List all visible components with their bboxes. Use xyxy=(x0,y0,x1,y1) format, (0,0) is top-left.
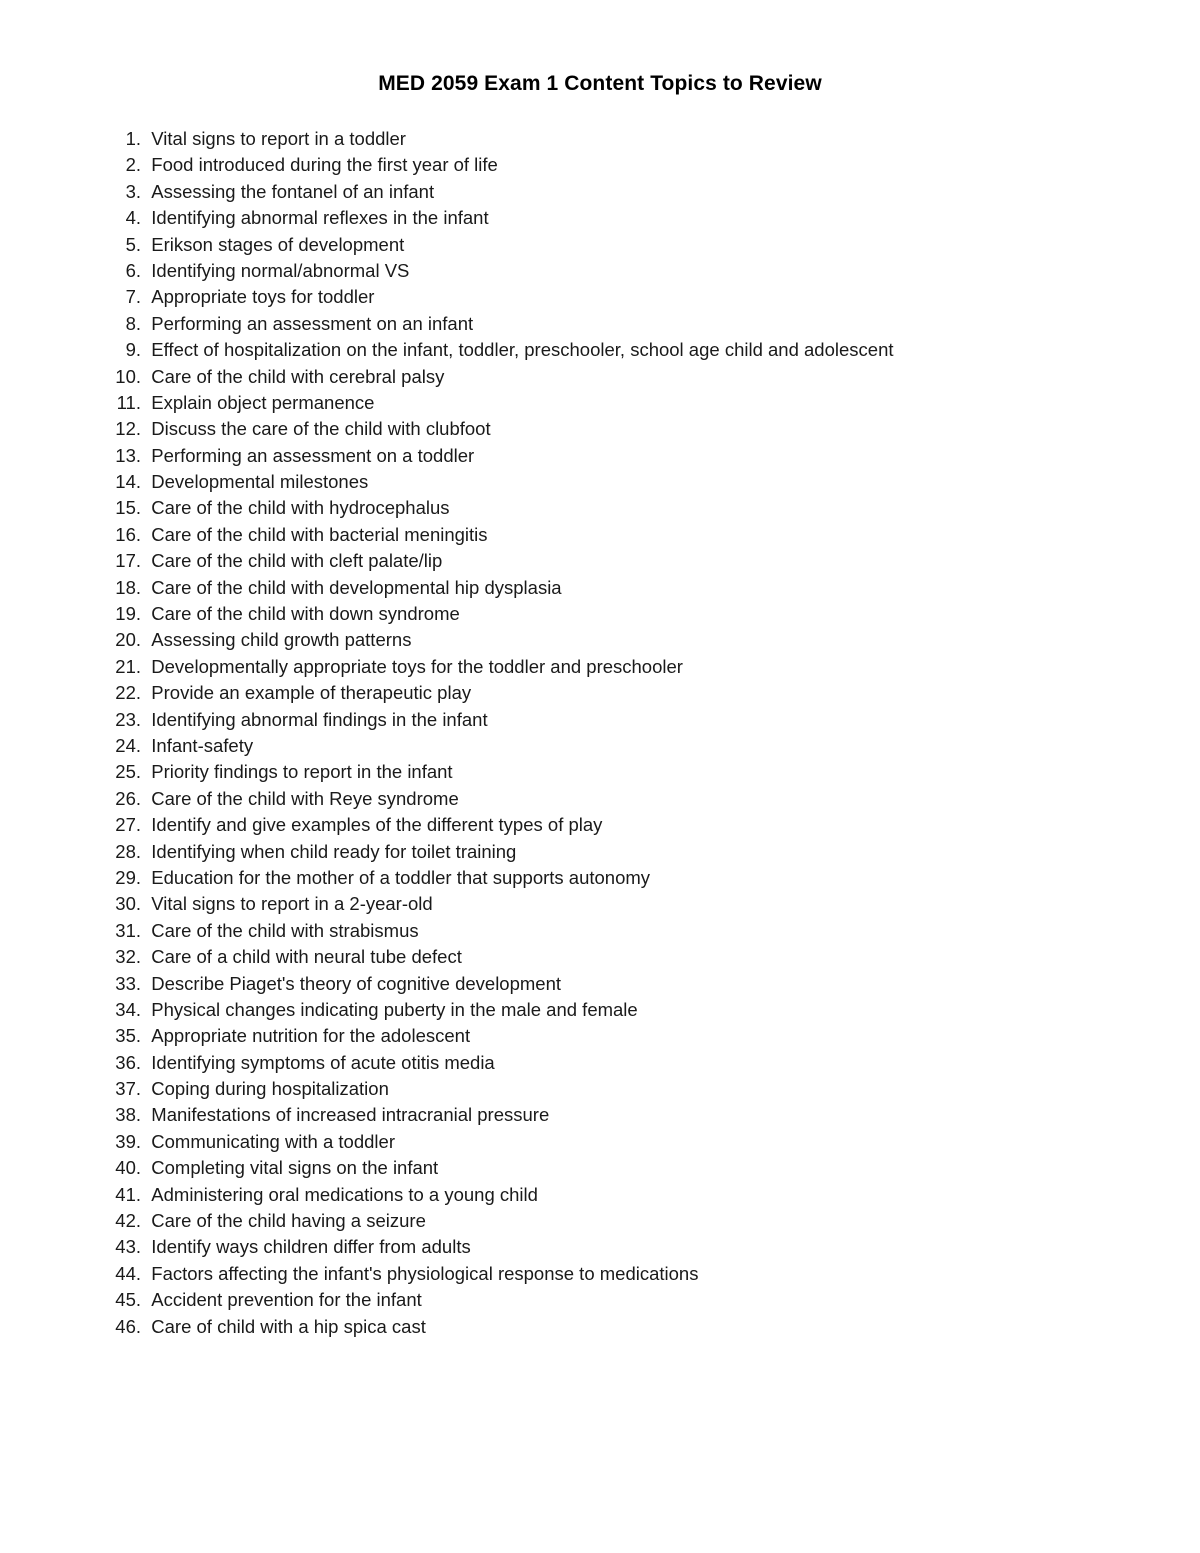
list-item-text: Care of the child with strabismus xyxy=(151,919,419,941)
list-item-text: Manifestations of increased intracranial pressure xyxy=(151,1104,550,1126)
list-item-text: Provide an example of therapeutic play xyxy=(151,682,472,704)
list-item xyxy=(95,232,1095,258)
list-item xyxy=(95,205,1095,231)
list-item-text: Care of the child with cerebral palsy xyxy=(151,365,445,387)
list-item-number: 43. xyxy=(115,1236,141,1258)
list-item xyxy=(95,812,1095,838)
list-item xyxy=(95,548,1095,574)
list-item xyxy=(95,364,1095,390)
list-item xyxy=(95,786,1095,812)
list-item-text: Appropriate nutrition for the adolescent xyxy=(151,1025,471,1047)
list-item-number: 14. xyxy=(115,471,141,493)
list-item-text: Vital signs to report in a toddler xyxy=(151,128,406,149)
list-item-text: Identifying normal/abnormal VS xyxy=(151,259,410,281)
list-item-number: 38. xyxy=(115,1104,141,1126)
list-item xyxy=(95,759,1095,785)
list-item-text: Performing an assessment on a toddler xyxy=(151,444,475,466)
list-item-text: Care of the child with hydrocephalus xyxy=(151,497,450,519)
list-item xyxy=(95,944,1095,970)
list-item xyxy=(95,1129,1095,1155)
list-item-number: 37. xyxy=(115,1078,141,1100)
list-item xyxy=(95,495,1095,521)
list-item-number: 31. xyxy=(115,919,141,941)
list-item-number: 45. xyxy=(115,1289,141,1311)
list-item-number: 12. xyxy=(115,418,141,440)
list-item xyxy=(95,1155,1095,1181)
list-item-text: Care of the child with down syndrome xyxy=(151,603,460,625)
list-item-text: Accident prevention for the infant xyxy=(151,1289,422,1311)
list-item-text: Identifying abnormal reflexes in the infant xyxy=(151,207,489,229)
list-item-text: Identifying abnormal findings in the infant xyxy=(151,708,488,730)
list-item-number: 25. xyxy=(115,761,141,783)
list-item-text: Care of the child with developmental hip dysplasia xyxy=(151,576,562,598)
list-item-number: 46. xyxy=(115,1315,141,1337)
list-item-text: Food introduced during the first year of life xyxy=(151,154,498,176)
list-item-number: 30. xyxy=(115,893,141,915)
list-item-number: 32. xyxy=(115,946,141,968)
list-item-text: Physical changes indicating puberty in the male and female xyxy=(151,998,638,1020)
list-item xyxy=(95,1208,1095,1234)
list-item xyxy=(95,469,1095,495)
list-item-number: 17. xyxy=(115,550,141,572)
list-item-number: 35. xyxy=(115,1025,141,1047)
list-item-text: Appropriate toys for toddler xyxy=(151,286,375,308)
list-item-text: Effect of hospitalization on the infant, toddler, preschooler, school age child and adolescent xyxy=(151,339,894,361)
list-item xyxy=(95,179,1095,205)
list-item-number: 27. xyxy=(115,814,141,836)
list-item-text: Identify and give examples of the different types of play xyxy=(151,814,603,836)
list-item-number: 26. xyxy=(115,787,141,809)
list-item-number: 18. xyxy=(115,576,141,598)
list-item xyxy=(95,627,1095,653)
list-item-text: Erikson stages of development xyxy=(151,233,405,255)
list-item-number: 33. xyxy=(115,972,141,994)
list-item-text: Infant-safety xyxy=(151,734,254,756)
list-item-number: 39. xyxy=(115,1130,141,1152)
list-item xyxy=(95,1182,1095,1208)
list-item xyxy=(95,733,1095,759)
list-item-text: Care of the child with bacterial meningitis xyxy=(151,523,488,545)
list-item-text: Care of the child with cleft palate/lip xyxy=(151,550,443,572)
list-item-text: Coping during hospitalization xyxy=(151,1078,389,1100)
list-item-text: Explain object permanence xyxy=(151,391,375,413)
list-item-number: 13. xyxy=(115,444,141,466)
list-item xyxy=(95,1261,1095,1287)
list-item xyxy=(95,337,1095,363)
list-item xyxy=(95,654,1095,680)
list-item-number: 22. xyxy=(115,682,141,704)
list-item-text: Priority findings to report in the infant xyxy=(151,761,453,783)
list-item-number: 7. xyxy=(125,286,141,308)
list-item-number: 2. xyxy=(125,154,141,176)
list-item-number: 11. xyxy=(116,391,141,413)
list-item-text: Assessing child growth patterns xyxy=(151,629,412,651)
list-item xyxy=(95,258,1095,284)
list-item xyxy=(95,918,1095,944)
list-item-number: 24. xyxy=(115,734,141,756)
list-item-number: 42. xyxy=(115,1210,141,1232)
list-item-number: 1. xyxy=(125,128,141,149)
list-item-text: Factors affecting the infant's physiological response to medications xyxy=(151,1262,699,1284)
list-item xyxy=(95,1023,1095,1049)
list-item-number: 21. xyxy=(115,655,141,677)
list-item xyxy=(95,390,1095,416)
list-item-text: Performing an assessment on an infant xyxy=(151,312,474,334)
list-item-number: 23. xyxy=(115,708,141,730)
list-item xyxy=(95,284,1095,310)
list-item-number: 10. xyxy=(115,365,141,387)
list-item xyxy=(95,680,1095,706)
list-item-text: Developmentally appropriate toys for the toddler and preschooler xyxy=(151,655,683,677)
list-item-number: 3. xyxy=(125,180,141,202)
list-item xyxy=(95,839,1095,865)
list-item xyxy=(95,1102,1095,1128)
list-item-text: Identify ways children differ from adults xyxy=(151,1236,471,1258)
list-item-text: Identifying when child ready for toilet training xyxy=(151,840,517,862)
list-item-text: Communicating with a toddler xyxy=(151,1130,395,1152)
list-item-number: 44. xyxy=(115,1262,141,1284)
list-item-number: 9. xyxy=(125,339,141,361)
list-item xyxy=(95,971,1095,997)
list-item xyxy=(95,1287,1095,1313)
list-item-number: 6. xyxy=(125,259,141,281)
list-item xyxy=(95,997,1095,1023)
list-item xyxy=(95,1050,1095,1076)
list-item-text: Completing vital signs on the infant xyxy=(151,1157,439,1179)
list-item-text: Discuss the care of the child with clubfoot xyxy=(151,418,491,440)
list-item xyxy=(95,126,1095,152)
list-item xyxy=(95,575,1095,601)
list-item-number: 28. xyxy=(115,840,141,862)
list-item xyxy=(95,707,1095,733)
list-item-text: Care of the child having a seizure xyxy=(151,1210,426,1232)
list-item-text: Describe Piaget's theory of cognitive development xyxy=(151,972,562,994)
list-item-number: 41. xyxy=(115,1183,141,1205)
list-item-text: Education for the mother of a toddler that supports autonomy xyxy=(151,866,651,888)
list-item xyxy=(95,152,1095,178)
list-item-number: 34. xyxy=(115,998,141,1020)
topic-list xyxy=(95,126,1095,1340)
page-title: MED 2059 Exam 1 Content Topics to Review xyxy=(378,72,822,95)
list-item-number: 40. xyxy=(115,1157,141,1179)
list-item-number: 20. xyxy=(115,629,141,651)
list-item-number: 15. xyxy=(115,497,141,519)
list-item-text: Administering oral medications to a young child xyxy=(151,1183,538,1205)
list-item-number: 5. xyxy=(125,233,141,255)
list-item-number: 36. xyxy=(115,1051,141,1073)
list-item xyxy=(95,522,1095,548)
list-item-text: Care of a child with neural tube defect xyxy=(151,946,462,968)
list-item-number: 8. xyxy=(125,312,141,334)
list-item-text: Care of the child with Reye syndrome xyxy=(151,787,459,809)
list-item xyxy=(95,1234,1095,1260)
list-item-text: Developmental milestones xyxy=(151,471,369,493)
list-item-text: Identifying symptoms of acute otitis media xyxy=(151,1051,495,1073)
list-item-number: 29. xyxy=(115,866,141,888)
list-item xyxy=(95,311,1095,337)
list-item xyxy=(95,443,1095,469)
list-item-text: Vital signs to report in a 2-year-old xyxy=(151,893,433,915)
list-item-text: Care of child with a hip spica cast xyxy=(151,1315,426,1337)
list-item xyxy=(95,891,1095,917)
list-item xyxy=(95,865,1095,891)
list-item-number: 16. xyxy=(115,523,141,545)
list-item xyxy=(95,1314,1095,1340)
list-item-number: 19. xyxy=(115,603,141,625)
list-item xyxy=(95,416,1095,442)
list-item xyxy=(95,1076,1095,1102)
list-item-text: Assessing the fontanel of an infant xyxy=(151,180,435,202)
list-item-number: 4. xyxy=(125,207,141,229)
list-item xyxy=(95,601,1095,627)
